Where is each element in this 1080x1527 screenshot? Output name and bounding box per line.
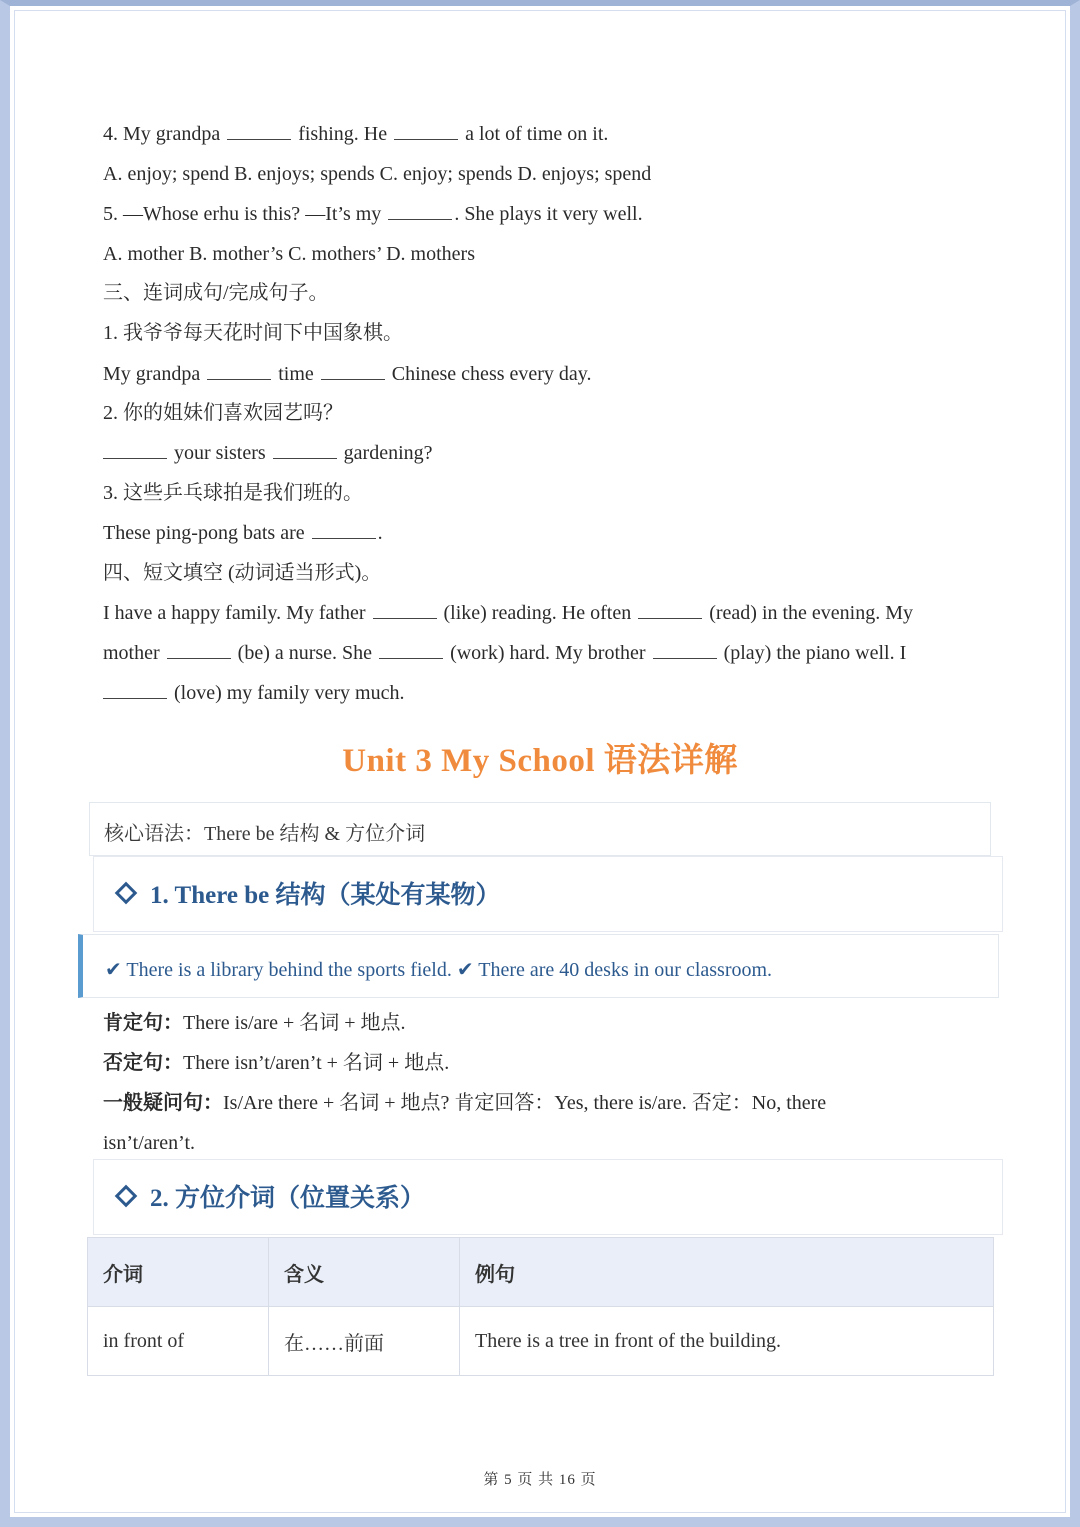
section-3-title: 三、连词成句/完成句子。 <box>103 282 329 304</box>
answer-blank <box>653 640 717 659</box>
rule-affirmative: 肯定句：There is/are + 名词 + 地点. <box>103 1012 406 1034</box>
answer-blank <box>379 640 443 659</box>
answer-blank <box>273 440 337 459</box>
column-header-example: 例句 <box>460 1238 994 1307</box>
answer-blank <box>103 440 167 459</box>
sentence-2-english: your sisters gardening? <box>103 439 433 467</box>
example-sentences: ✔ There is a library behind the sports field. ✔ There are 40 desks in our classroom. <box>105 959 773 981</box>
question-4-options: A. enjoy; spend B. enjoys; spends C. enjoy; spends D. enjoys; spend <box>103 163 652 185</box>
question-5: 5. —Whose erhu is this? —It’s my . She plays it very well. <box>103 203 643 225</box>
page-footer: 第 5 页 共 16 页 <box>483 1472 597 1488</box>
answer-blank <box>373 600 437 619</box>
table-cell: in front of <box>88 1307 269 1376</box>
answer-blank <box>207 361 271 380</box>
section-1-title: 1. There be 结构（某处有某物） <box>150 882 501 909</box>
answer-blank <box>312 520 376 539</box>
section-4-title: 四、短文填空 (动词适当形式)。 <box>103 562 382 584</box>
sentence-1-english: My grandpa time Chinese chess every day. <box>103 363 592 385</box>
answer-blank <box>321 361 385 380</box>
table-cell: There is a tree in front of the building. <box>460 1307 994 1376</box>
preposition-table <box>87 1237 994 1376</box>
answer-blank <box>227 121 291 140</box>
diamond-bullet-icon <box>115 1185 138 1208</box>
diamond-bullet-icon <box>115 882 138 905</box>
passage-line-3: (love) my family very much. <box>103 679 405 707</box>
table-cell: 在……前面 <box>269 1307 460 1376</box>
section-2-title: 2. 方位介词（位置关系） <box>150 1185 426 1212</box>
column-header-preposition: 介词 <box>88 1238 269 1307</box>
rule-question: 一般疑问句：Is/Are there + 名词 + 地点? 肯定回答：Yes, there is/are. 否定：No, there <box>103 1092 827 1114</box>
answer-blank <box>167 640 231 659</box>
answer-blank <box>394 121 458 140</box>
sentence-3-english: These ping-pong bats are . <box>103 522 383 544</box>
section-1-header <box>93 856 1003 932</box>
question-5-options: A. mother B. mother’s C. mothers’ D. mothers <box>103 243 475 265</box>
rule-question-continuation: isn’t/aren’t. <box>103 1132 196 1154</box>
table-header-row <box>88 1238 994 1307</box>
table-row <box>88 1307 994 1376</box>
sentence-1-chinese: 1. 我爷爷每天花时间下中国象棋。 <box>103 322 403 344</box>
answer-blank <box>638 600 702 619</box>
column-header-meaning: 含义 <box>269 1238 460 1307</box>
passage-line-2: mother (be) a nurse. She (work) hard. My brother (play) the piano well. I <box>103 642 907 664</box>
example-callout <box>78 934 999 998</box>
core-grammar-box <box>89 802 991 856</box>
unit-title: Unit 3 My School 语法详解 <box>342 743 738 779</box>
core-grammar-text: 核心语法：There be 结构 & 方位介词 <box>104 823 426 845</box>
passage-line-1: I have a happy family. My father (like) reading. He often (read) in the evening. My <box>103 602 914 624</box>
sentence-2-chinese: 2. 你的姐妹们喜欢园艺吗？ <box>103 402 343 424</box>
answer-blank <box>388 201 452 220</box>
question-4: 4. My grandpa fishing. He a lot of time on it. <box>103 123 609 145</box>
answer-blank <box>103 680 167 699</box>
section-2-header <box>93 1159 1003 1235</box>
rule-negative: 否定句：There isn’t/aren’t + 名词 + 地点. <box>103 1052 450 1074</box>
sentence-3-chinese: 3. 这些乒乓球拍是我们班的。 <box>103 482 363 504</box>
